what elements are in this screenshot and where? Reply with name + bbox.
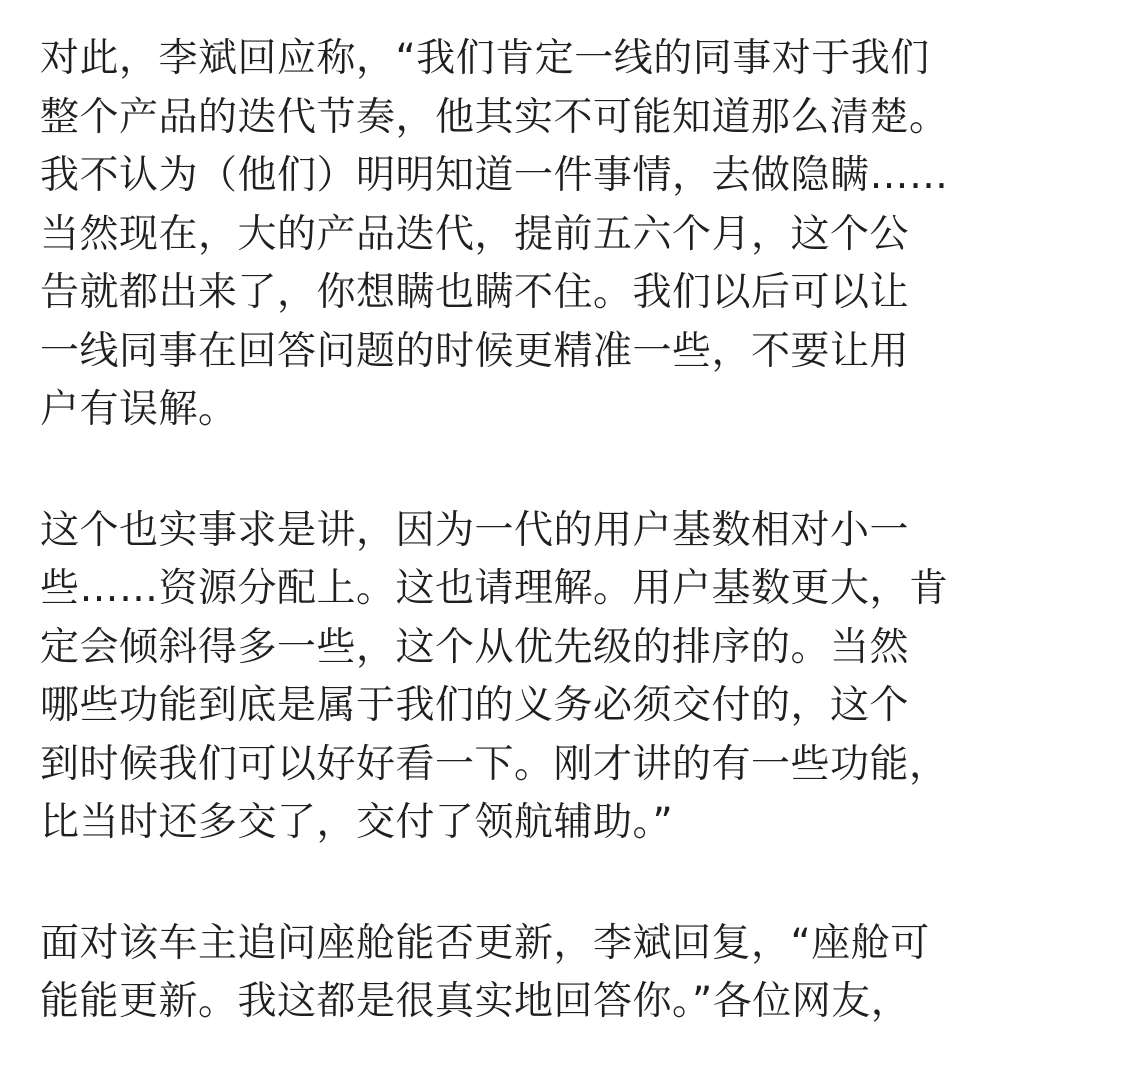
text-line: 面对该车主追问座舱能否更新，李斌回复，“座舱可 xyxy=(40,920,930,966)
text-line: 哪些功能到底是属于我们的义务必须交付的，这个 xyxy=(40,683,910,728)
paragraph-2 xyxy=(40,502,1091,853)
text-line: 整个产品的迭代节奏，他其实不可能知道那么清楚。 xyxy=(40,94,949,140)
text-line: 到时候我们可以好好看一下。刚才讲的有一些功能， xyxy=(40,741,949,787)
text-line: 这个也实事求是讲，因为一代的用户基数相对小一 xyxy=(40,507,910,553)
text-line: 户有误解。 xyxy=(40,387,238,432)
paragraph-1 xyxy=(40,30,1091,440)
text-line: 一线同事在回答问题的时候更精准一些，不要让用 xyxy=(40,328,910,374)
text-line: 对此，李斌回应称，“我们肯定一线的同事对于我们 xyxy=(40,36,930,81)
text-line: 当然现在，大的产品迭代，提前五六个月，这个公 xyxy=(40,211,910,257)
paragraph-3 xyxy=(40,915,1091,1032)
text-line: 我不认为（他们）明明知道一件事情，去做隐瞒…… xyxy=(40,153,949,198)
text-line: 些……资源分配上。这也请理解。用户基数更大，肯 xyxy=(40,566,949,611)
text-line: 告就都出来了，你想瞒也瞒不住。我们以后可以让 xyxy=(40,270,910,315)
text-line: 定会倾斜得多一些，这个从优先级的排序的。当然 xyxy=(40,624,910,670)
text-line: 能能更新。我这都是很真实地回答你。”各位网友， xyxy=(40,979,911,1024)
text-line: 比当时还多交了，交付了领航辅助。” xyxy=(40,800,674,845)
